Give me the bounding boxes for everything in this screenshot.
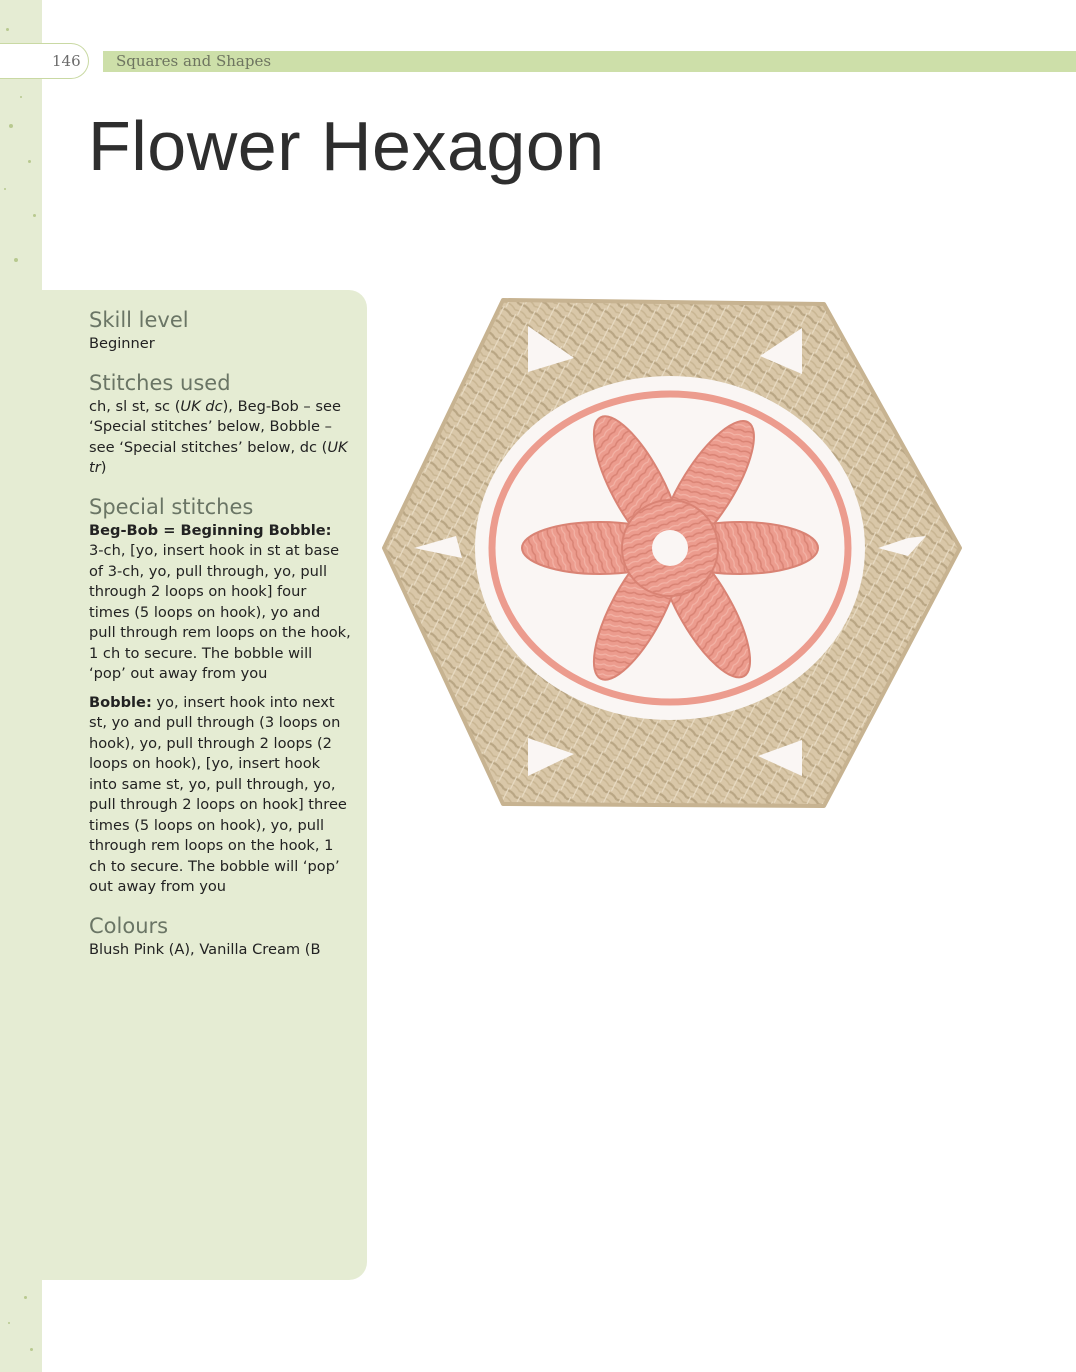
uk-term: UK dc — [180, 397, 223, 415]
paint-speck — [33, 214, 36, 217]
stitches-used-text — [89, 397, 351, 479]
beg-bob-label — [89, 521, 351, 685]
paint-speck — [30, 1348, 33, 1351]
paint-speck — [28, 160, 31, 163]
skill-level-text: Beginner — [89, 335, 155, 352]
paint-speck — [24, 1296, 27, 1299]
stitches-used-heading: Stitches used — [89, 370, 231, 395]
paint-speck — [20, 96, 22, 98]
skill-level-value — [89, 334, 351, 355]
page-title: Flower Hexagon — [88, 107, 605, 185]
colours-heading: Colours — [89, 913, 169, 938]
paint-speck — [14, 258, 18, 262]
beg-bob-term: Beg-Bob = Beginning Bobble: — [89, 521, 332, 539]
colours-value — [89, 940, 351, 961]
bobble-definition — [89, 693, 351, 898]
flower-hexagon-photo — [378, 286, 968, 826]
paint-speck — [6, 28, 9, 31]
paint-speck — [9, 124, 13, 128]
stitches-text-part: ) — [100, 459, 107, 476]
beg-bob-instructions: 3-ch, [yo, insert hook in st at base of 3-ch, yo, pull through, yo, pull through 2 loops on hook] four times (5 loops on hook), yo and pull through rem loops on the hook, 1 ch to secure. The bobble will ‘pop’ out away from you — [89, 542, 351, 682]
flower-center — [622, 500, 718, 596]
page-number: 146 — [52, 52, 81, 70]
skill-level-heading: Skill level — [89, 308, 189, 332]
pattern-info — [89, 306, 351, 974]
stitches-text-part: ), Beg-Bob – see ‘Special stitches’ below, Bobble – see ‘Special stitches’ below, dc ( — [89, 397, 341, 456]
bobble-term: Bobble: — [89, 693, 152, 711]
bobble-instructions: yo, insert hook into next st, yo and pull through (3 loops on hook), yo, pull through 2 loops (2 loops on hook), [yo, insert hook into same st, yo, pull through, yo, pull through 2 loops on hook] three times (5 loops on hook), yo, pull through rem loops on the hook, 1 ch to secure. The bobble will ‘pop’ out away from you — [89, 693, 347, 895]
paint-speck — [4, 188, 6, 190]
special-stitches-heading: Special stitches — [89, 494, 254, 519]
colours-text: Blush Pink (A), Vanilla Cream (B — [89, 940, 321, 958]
running-header-title: Squares and Shapes — [116, 52, 272, 70]
uk-term: UK tr — [89, 438, 348, 476]
stitches-text-part: ch, sl st, sc ( — [89, 397, 181, 415]
paint-speck — [8, 1322, 10, 1324]
